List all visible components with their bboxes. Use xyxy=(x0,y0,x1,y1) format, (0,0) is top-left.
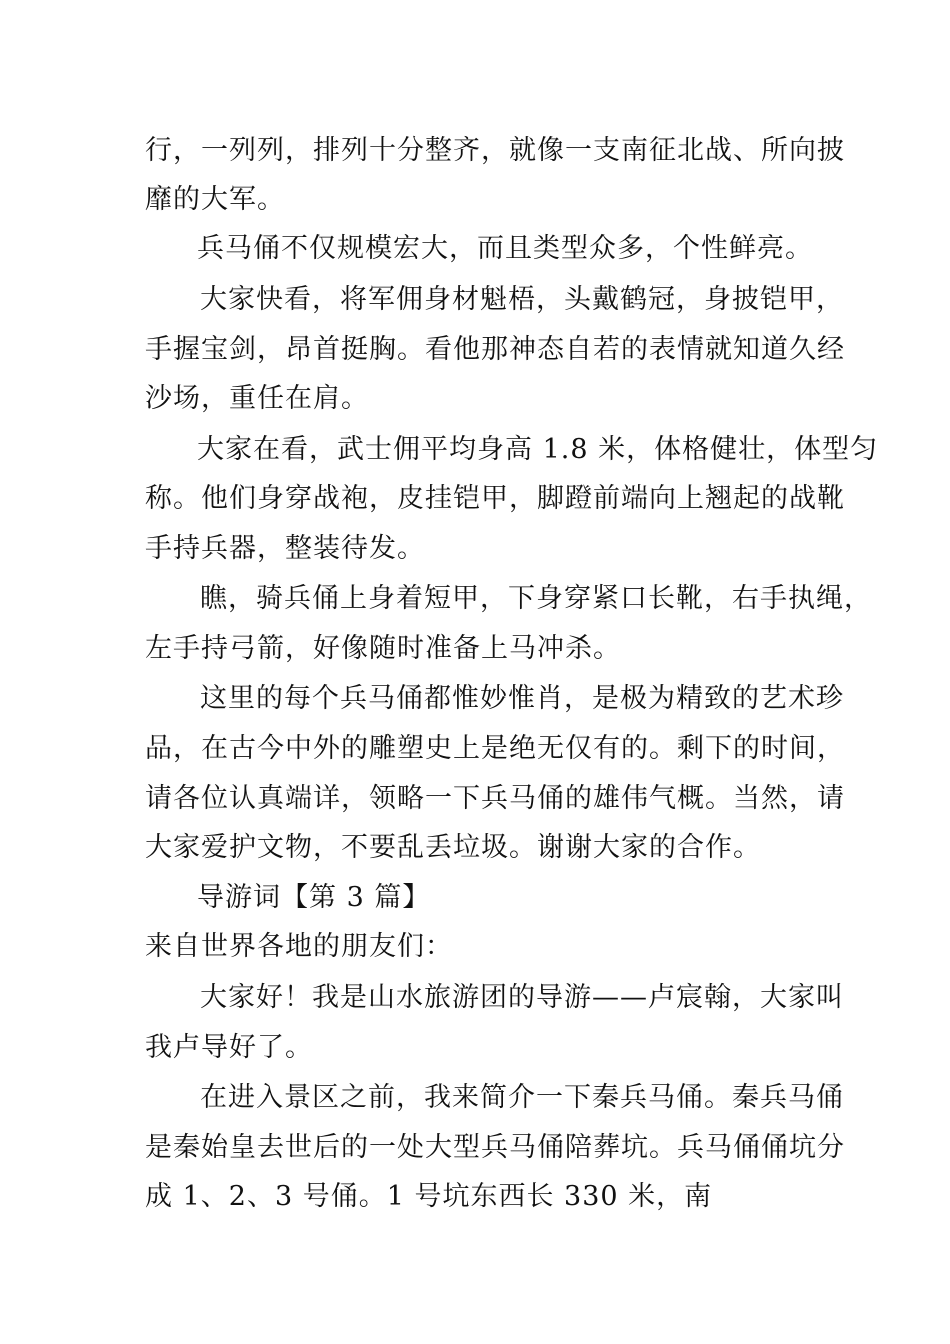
text-line: 手持兵器，整装待发。 xyxy=(145,533,425,564)
text-line: 成 1、2、3 号俑。1 号坑东西长 330 米，南 xyxy=(145,1181,713,1212)
text-line: 左手持弓箭，好像随时准备上马冲杀。 xyxy=(145,633,621,664)
text-line: 大家快看，将军佣身材魁梧，头戴鹤冠，身披铠甲， xyxy=(200,284,844,315)
text-line: 沙场，重任在肩。 xyxy=(145,383,369,414)
text-line: 是秦始皇去世后的一处大型兵马俑陪葬坑。兵马俑俑坑分 xyxy=(145,1132,845,1163)
text-line: 称。他们身穿战袍，皮挂铠甲，脚蹬前端向上翘起的战靴 xyxy=(145,483,845,514)
section-heading: 导游词【第 3 篇】 xyxy=(197,882,431,913)
text-line: 请各位认真端详，领略一下兵马俑的雄伟气概。当然，请 xyxy=(145,783,845,814)
text-line: 兵马俑不仅规模宏大，而且类型众多，个性鲜亮。 xyxy=(197,233,813,264)
text-line: 靡的大军。 xyxy=(145,184,285,215)
text-line: 这里的每个兵马俑都惟妙惟肖，是极为精致的艺术珍 xyxy=(200,683,844,714)
text-line: 瞧，骑兵俑上身着短甲，下身穿紧口长靴，右手执绳， xyxy=(200,583,872,614)
text-line: 大家爱护文物，不要乱丢垃圾。谢谢大家的合作。 xyxy=(145,832,761,863)
text-line: 手握宝剑，昂首挺胸。看他那神态自若的表情就知道久经 xyxy=(145,334,845,365)
text-line: 行，一列列，排列十分整齐，就像一支南征北战、所向披 xyxy=(145,135,845,166)
text-line: 来自世界各地的朋友们： xyxy=(145,931,453,962)
text-line: 大家好！我是山水旅游团的导游——卢宸翰，大家叫 xyxy=(200,982,844,1013)
text-line: 我卢导好了。 xyxy=(145,1032,313,1063)
text-line: 大家在看，武士佣平均身高 1.8 米，体格健壮，体型匀 xyxy=(197,434,879,465)
text-line: 在进入景区之前，我来简介一下秦兵马俑。秦兵马俑 xyxy=(200,1082,844,1113)
text-line: 品，在古今中外的雕塑史上是绝无仅有的。剩下的时间， xyxy=(145,733,845,764)
